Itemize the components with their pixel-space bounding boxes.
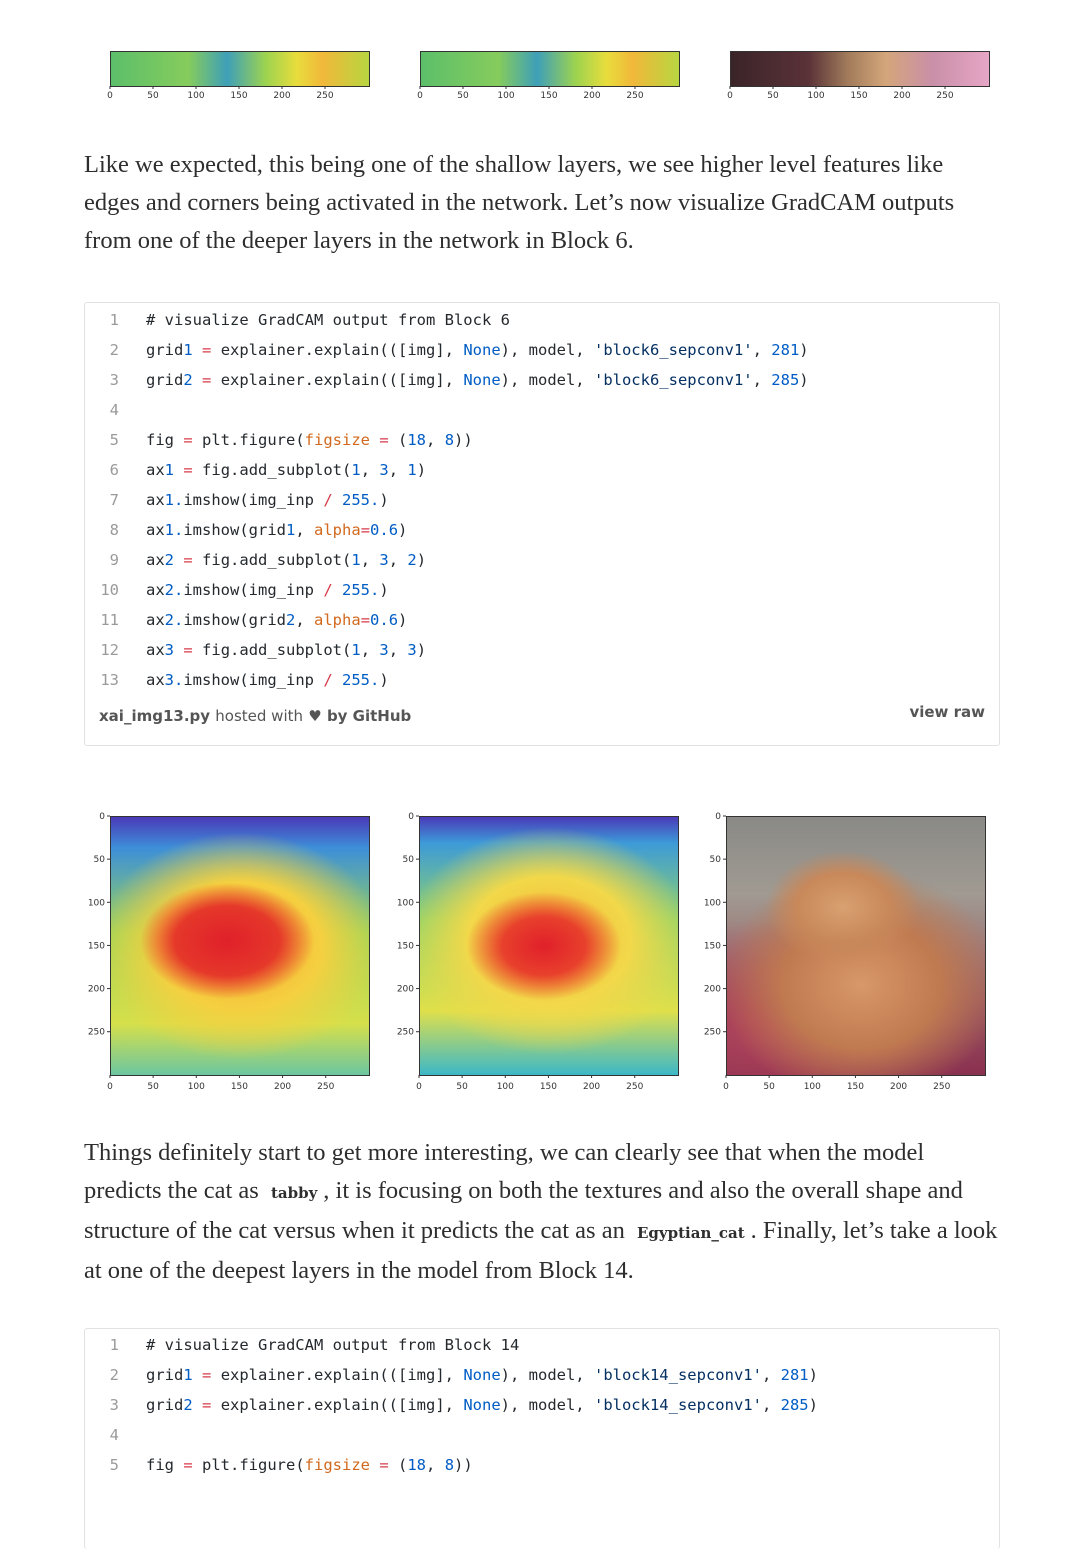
y-tick-label: 150: [703, 941, 721, 952]
x-tick-label: 100: [187, 1082, 205, 1092]
line-number: 1: [109, 1336, 119, 1354]
code-line: [85, 365, 999, 395]
code-gist-block6: [84, 302, 1000, 746]
heart-icon: ♥: [308, 707, 322, 725]
x-tick-label: 150: [230, 1082, 249, 1092]
heatmap-strip-image: [110, 51, 370, 87]
code-text: grid2 = explainer.explain(([img], None), model, 'block14_sepconv1', 285): [146, 1396, 818, 1414]
line-number: 10: [100, 581, 119, 599]
y-tick-label: 100: [703, 898, 721, 909]
top-plot-1-xaxis: [107, 86, 370, 102]
x-tick-label: 250: [933, 1082, 951, 1092]
y-tick-label: 50: [93, 855, 105, 866]
code-text: fig = plt.figure(figsize = (18, 8)): [146, 431, 473, 449]
code-line: [85, 665, 999, 695]
x-tick-label: 50: [147, 91, 159, 101]
code-line: [85, 1420, 999, 1450]
code-line: [85, 485, 999, 515]
code-text: # visualize GradCAM output from Block 6: [146, 311, 510, 329]
code-line: [85, 545, 999, 575]
y-tick-label: 150: [396, 941, 414, 952]
code-text: fig = plt.figure(figsize = (18, 8)): [146, 1456, 473, 1474]
x-tick-label: 200: [583, 91, 601, 101]
inline-code-tabby: tabby: [270, 1184, 318, 1202]
cat-image-plot-axes: [692, 812, 992, 1092]
paragraph-text: Things definitely start to get more interesting, we can clearly see that when the model predicts the cat as: [84, 1139, 925, 1204]
y-tick-label: 100: [396, 898, 414, 909]
line-number: 4: [109, 1426, 119, 1444]
x-tick-label: 50: [147, 1082, 159, 1092]
x-tick-label: 100: [496, 1082, 514, 1092]
y-tick-label: 0: [715, 812, 721, 822]
code-line: [85, 395, 999, 425]
heatmap-strip-image: [420, 51, 680, 87]
line-number: 5: [109, 431, 119, 449]
code-line: [85, 1450, 999, 1480]
code-text: ax2.imshow(img_inp / 255.): [146, 581, 389, 599]
x-tick-label: 100: [497, 91, 515, 101]
y-tick-label: 200: [87, 984, 105, 995]
code-line: [85, 1360, 999, 1390]
x-tick-label: 250: [317, 1082, 335, 1092]
line-number: 4: [109, 401, 119, 419]
code-line: [85, 1390, 999, 1420]
code-text: ax1.imshow(img_inp / 255.): [146, 491, 389, 509]
line-number: 9: [109, 551, 119, 569]
code-text: grid2 = explainer.explain(([img], None), model, 'block6_sepconv1', 285): [146, 371, 809, 389]
x-tick-label: 100: [803, 1082, 821, 1092]
code-line: [85, 425, 999, 455]
y-tick-label: 250: [396, 1027, 414, 1038]
line-number: 13: [100, 671, 119, 689]
x-tick-label: 50: [456, 1082, 468, 1092]
x-tick-label: 100: [807, 91, 825, 101]
y-tick-label: 250: [703, 1027, 721, 1038]
y-tick-label: 250: [87, 1027, 105, 1038]
paragraph-text: , it is focusing on both the textures and also the overall shape and structure of the cat versus when it predicts the cat as an: [84, 1177, 963, 1244]
line-number: 11: [100, 611, 119, 629]
x-tick-label: 200: [273, 1082, 292, 1092]
code-text: grid1 = explainer.explain(([img], None), model, 'block6_sepconv1', 281): [146, 341, 809, 359]
code-text: ax1.imshow(grid1, alpha=0.6): [146, 521, 408, 539]
x-tick-label: 200: [889, 1082, 908, 1092]
x-tick-label: 50: [457, 91, 469, 101]
code-line: [85, 515, 999, 545]
x-tick-label: 150: [230, 91, 248, 101]
x-tick-label: 150: [846, 1082, 865, 1092]
x-tick-label: 50: [763, 1082, 775, 1092]
top-plot-2-xaxis: [417, 86, 680, 102]
code-text: ax3.imshow(img_inp / 255.): [146, 671, 389, 689]
code-text: ax2 = fig.add_subplot(1, 3, 2): [146, 551, 427, 569]
x-tick-label: 150: [540, 91, 558, 101]
view-raw-link[interactable]: view raw: [909, 703, 985, 721]
x-tick-label: 0: [107, 1082, 113, 1092]
x-tick-label: 100: [187, 91, 205, 101]
x-tick-label: 0: [727, 91, 733, 101]
y-tick-label: 50: [709, 855, 721, 866]
line-number: 6: [109, 461, 119, 479]
heatmap-plot-1-axes: [76, 812, 376, 1092]
code-line: [85, 635, 999, 665]
y-tick-label: 0: [99, 812, 105, 822]
x-tick-label: 0: [417, 91, 423, 101]
x-tick-label: 50: [767, 91, 779, 101]
inline-code-egyptian-cat: Egyptian_cat: [636, 1224, 745, 1242]
gist-file-link[interactable]: xai_img13.py: [99, 707, 211, 725]
heatmap-plot-2-axes: [385, 812, 685, 1092]
x-tick-label: 150: [850, 91, 868, 101]
x-tick-label: 0: [416, 1082, 422, 1092]
y-tick-label: 200: [703, 984, 721, 995]
code-line: [85, 335, 999, 365]
paragraph-block6-results: [84, 1134, 1004, 1290]
paragraph-shallow-layers: Like we expected, this being one of the shallow layers, we see higher level features like edges and corners being activated in the network. Let’s now visualize GradCAM outputs from one of the deeper layers in the network in Block 6.: [84, 151, 955, 254]
cat-photo-strip: [730, 51, 990, 87]
x-tick-label: 250: [936, 91, 954, 101]
code-line: [85, 455, 999, 485]
github-link[interactable]: by GitHub: [326, 707, 412, 725]
line-number: 1: [109, 311, 119, 329]
code-text: # visualize GradCAM output from Block 14: [146, 1336, 520, 1354]
y-tick-label: 200: [396, 984, 414, 995]
line-number: 12: [100, 641, 119, 659]
x-tick-label: 200: [273, 91, 291, 101]
line-number: 8: [109, 521, 119, 539]
x-tick-label: 0: [107, 91, 113, 101]
code-text: ax2.imshow(grid2, alpha=0.6): [146, 611, 408, 629]
y-tick-label: 50: [402, 855, 414, 866]
code-line: [85, 605, 999, 635]
x-tick-label: 0: [723, 1082, 729, 1092]
line-number: 3: [109, 371, 119, 389]
x-tick-label: 250: [626, 91, 644, 101]
line-number: 2: [109, 1366, 119, 1384]
y-tick-label: 0: [408, 812, 414, 822]
x-tick-label: 150: [539, 1082, 558, 1092]
x-tick-label: 250: [316, 91, 334, 101]
gist-hosted-text: hosted with: [215, 707, 304, 725]
code-line: [85, 1330, 999, 1360]
code-gist-block14: [84, 1328, 1000, 1549]
line-number: 3: [109, 1396, 119, 1414]
line-number: 5: [109, 1456, 119, 1474]
line-number: 2: [109, 341, 119, 359]
code-line: [85, 305, 999, 335]
x-tick-label: 200: [893, 91, 911, 101]
code-line: [85, 575, 999, 605]
y-tick-label: 100: [87, 898, 105, 909]
x-tick-label: 200: [582, 1082, 601, 1092]
y-tick-label: 150: [87, 941, 105, 952]
code-text: ax3 = fig.add_subplot(1, 3, 3): [146, 641, 427, 659]
x-tick-label: 250: [626, 1082, 644, 1092]
code-text: ax1 = fig.add_subplot(1, 3, 1): [146, 461, 427, 479]
paragraph-text: . Finally, let’s take a look at one of the deepest layers in the model from Block 14.: [84, 1217, 998, 1284]
code-text: grid1 = explainer.explain(([img], None), model, 'block14_sepconv1', 281): [146, 1366, 818, 1384]
line-number: 7: [109, 491, 119, 509]
top-plot-3-xaxis: [727, 86, 990, 102]
gist-footer: [85, 697, 999, 745]
